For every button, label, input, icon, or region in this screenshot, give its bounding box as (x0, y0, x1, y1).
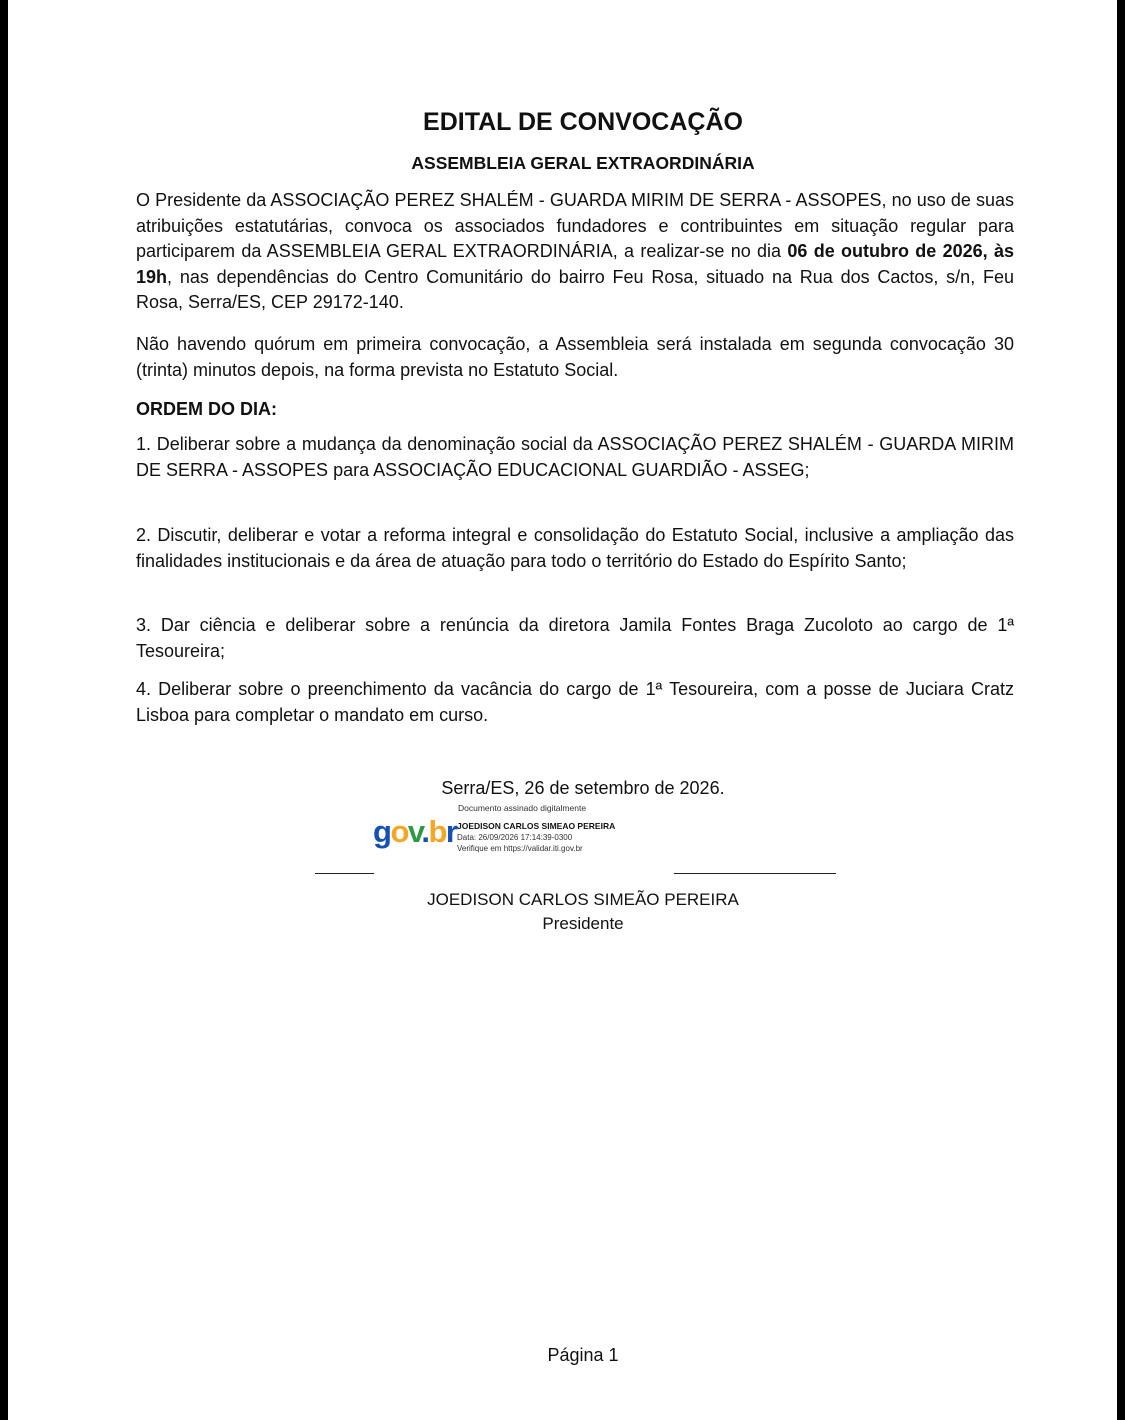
signer-role: Presidente (542, 914, 624, 933)
agenda-heading: ORDEM DO DIA: (136, 399, 277, 419)
stamp-details (457, 821, 615, 854)
agenda-item: 4. Deliberar sobre o preenchimento da vacância do cargo de 1ª Tesoureira, com a posse de Juciara Cratz Lisboa para completar o mandato em curso. (136, 679, 1014, 725)
govbr-logo (373, 815, 456, 849)
intro-text-start: O Presidente da ASSOCIAÇÃO PEREZ SHALÉM - GUARDA MIRIM DE SERRA - ASSOPES, no uso de suas atribuições estatutárias, convoca os associados fundadores e contribuintes em situação regular para participarem da ASSEMBLEIA GERAL EXTRAORDINÁRIA, a realizar-se no dia (136, 190, 1014, 262)
logo-letter: b (428, 814, 446, 849)
page-number: Página 1 (547, 1345, 619, 1365)
stamp-caption: Documento assinado digitalmente (458, 803, 587, 813)
signer-name: JOEDISON CARLOS SIMEÃO PEREIRA (427, 890, 739, 909)
intro-paragraph (136, 188, 1014, 316)
logo-letter: g (373, 814, 391, 849)
place-date: Serra/ES, 26 de setembro de 2026. (441, 778, 725, 798)
stamp-signer: JOEDISON CARLOS SIMEAO PEREIRA (457, 821, 616, 831)
agenda-item: 3. Dar ciência e deliberar sobre a renúncia da diretora Jamila Fontes Braga Zucoloto ao cargo de 1ª Tesoureira; (136, 615, 1014, 661)
intro-text-end: , nas dependências do Centro Comunitário do bairro Feu Rosa, situado na Rua dos Cactos, s/n, Feu Rosa, Serra/ES, CEP 29172-140. (136, 266, 1014, 313)
stamp-date: Data: 26/09/2026 17:14:39-0300 (457, 833, 573, 842)
quorum-paragraph: Não havendo quórum em primeira convocação, a Assembleia será instalada em segunda convocação 30 (trinta) minutos depois, na forma prevista no Estatuto Social. (136, 334, 1014, 380)
logo-letter: r (445, 814, 457, 849)
signature-line-left (315, 873, 374, 874)
logo-letter: . (421, 814, 429, 849)
logo-letter: o (390, 814, 408, 849)
meeting-date-time: 06 de outubro de 2026, às 19h (136, 241, 1014, 287)
signature-line-right (674, 873, 836, 874)
logo-letter: v (407, 814, 422, 849)
digital-signature-stamp (373, 803, 673, 863)
document-page (8, 0, 1117, 1420)
document-title: EDITAL DE CONVOCAÇÃO (423, 108, 743, 136)
document-subtitle: ASSEMBLEIA GERAL EXTRAORDINÁRIA (411, 153, 755, 173)
agenda-item: 2. Discutir, deliberar e votar a reforma integral e consolidação do Estatuto Social, inclusive a ampliação das finalidades institucionais e da área de atuação para todo o território do Estado do Espírito Santo; (136, 525, 1014, 571)
agenda-item: 1. Deliberar sobre a mudança da denominação social da ASSOCIAÇÃO PEREZ SHALÉM - GUARDA MIRIM DE SERRA - ASSOPES para ASSOCIAÇÃO EDUCACIONAL GUARDIÃO - ASSEG; (136, 434, 1014, 480)
stamp-verify: Verifique em https://validar.iti.gov.br (457, 844, 583, 853)
